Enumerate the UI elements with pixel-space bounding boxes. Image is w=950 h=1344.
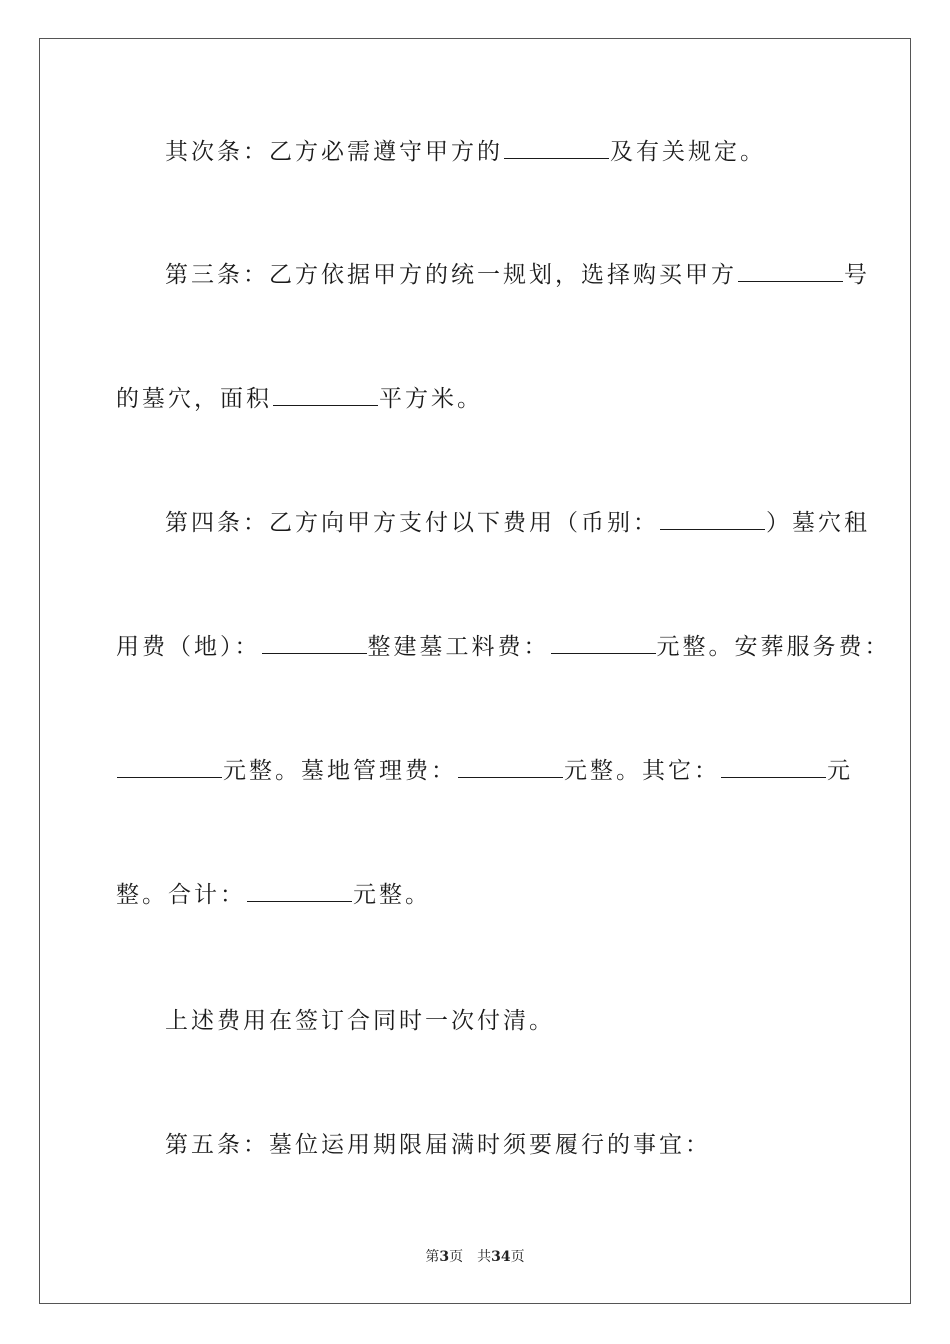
text-segment: 第五条：墓位运用期限届满时须要履行的事宜： (165, 1132, 711, 1158)
fill-blank[interactable] (660, 509, 765, 530)
text-segment: 元整。安葬服务费： (656, 634, 891, 660)
text-segment: 整建墓工料费： (367, 634, 550, 660)
clause-4-line-3 (116, 756, 853, 786)
text-segment: 用费（地）： (116, 634, 261, 660)
clause-3-line-2 (116, 384, 836, 414)
fill-blank[interactable] (247, 881, 352, 902)
fill-blank[interactable] (117, 757, 222, 778)
clause-3-line-1 (165, 260, 885, 290)
payment-note (165, 1006, 885, 1036)
clause-4-line-4 (116, 880, 836, 910)
fill-blank[interactable] (273, 385, 378, 406)
text-segment: 平方米。 (379, 386, 483, 412)
clause-4-line-1 (165, 508, 885, 538)
text-segment: 整。合计： (116, 882, 246, 908)
footer-total-suffix: 页 (510, 1249, 525, 1265)
text-segment: 元整。 (353, 882, 431, 908)
text-segment: 上述费用在签订合同时一次付清。 (165, 1008, 555, 1034)
fill-blank[interactable] (721, 757, 826, 778)
text-segment: 的墓穴，面积 (116, 386, 272, 412)
footer-total-pages: 34 (491, 1249, 511, 1265)
fill-blank[interactable] (738, 261, 843, 282)
page-footer (0, 1246, 950, 1266)
fill-blank[interactable] (504, 138, 609, 159)
fill-blank[interactable] (458, 757, 563, 778)
text-segment: 元 (827, 758, 853, 784)
text-segment: 其次条：乙方必需遵守甲方的 (165, 139, 503, 165)
clause-4-line-2 (116, 632, 891, 662)
text-segment: ）墓穴租 (766, 510, 870, 536)
fill-blank[interactable] (551, 633, 656, 654)
footer-page-prefix: 第 (425, 1249, 440, 1265)
text-segment: 元整。其它： (564, 758, 720, 784)
footer-page-suffix: 页 (449, 1249, 464, 1265)
text-segment: 号 (844, 262, 870, 288)
text-segment: 元整。墓地管理费： (223, 758, 457, 784)
text-segment: 第四条：乙方向甲方支付以下费用（币别： (165, 510, 659, 536)
footer-total-prefix: 共 (477, 1249, 492, 1265)
fill-blank[interactable] (262, 633, 367, 654)
clause-5-line (165, 1130, 885, 1160)
clause-2-line (165, 137, 885, 167)
text-segment: 及有关规定。 (610, 139, 766, 165)
text-segment: 第三条：乙方依据甲方的统一规划，选择购买甲方 (165, 262, 737, 288)
page-border (39, 38, 911, 1304)
footer-page-number: 3 (439, 1249, 450, 1265)
